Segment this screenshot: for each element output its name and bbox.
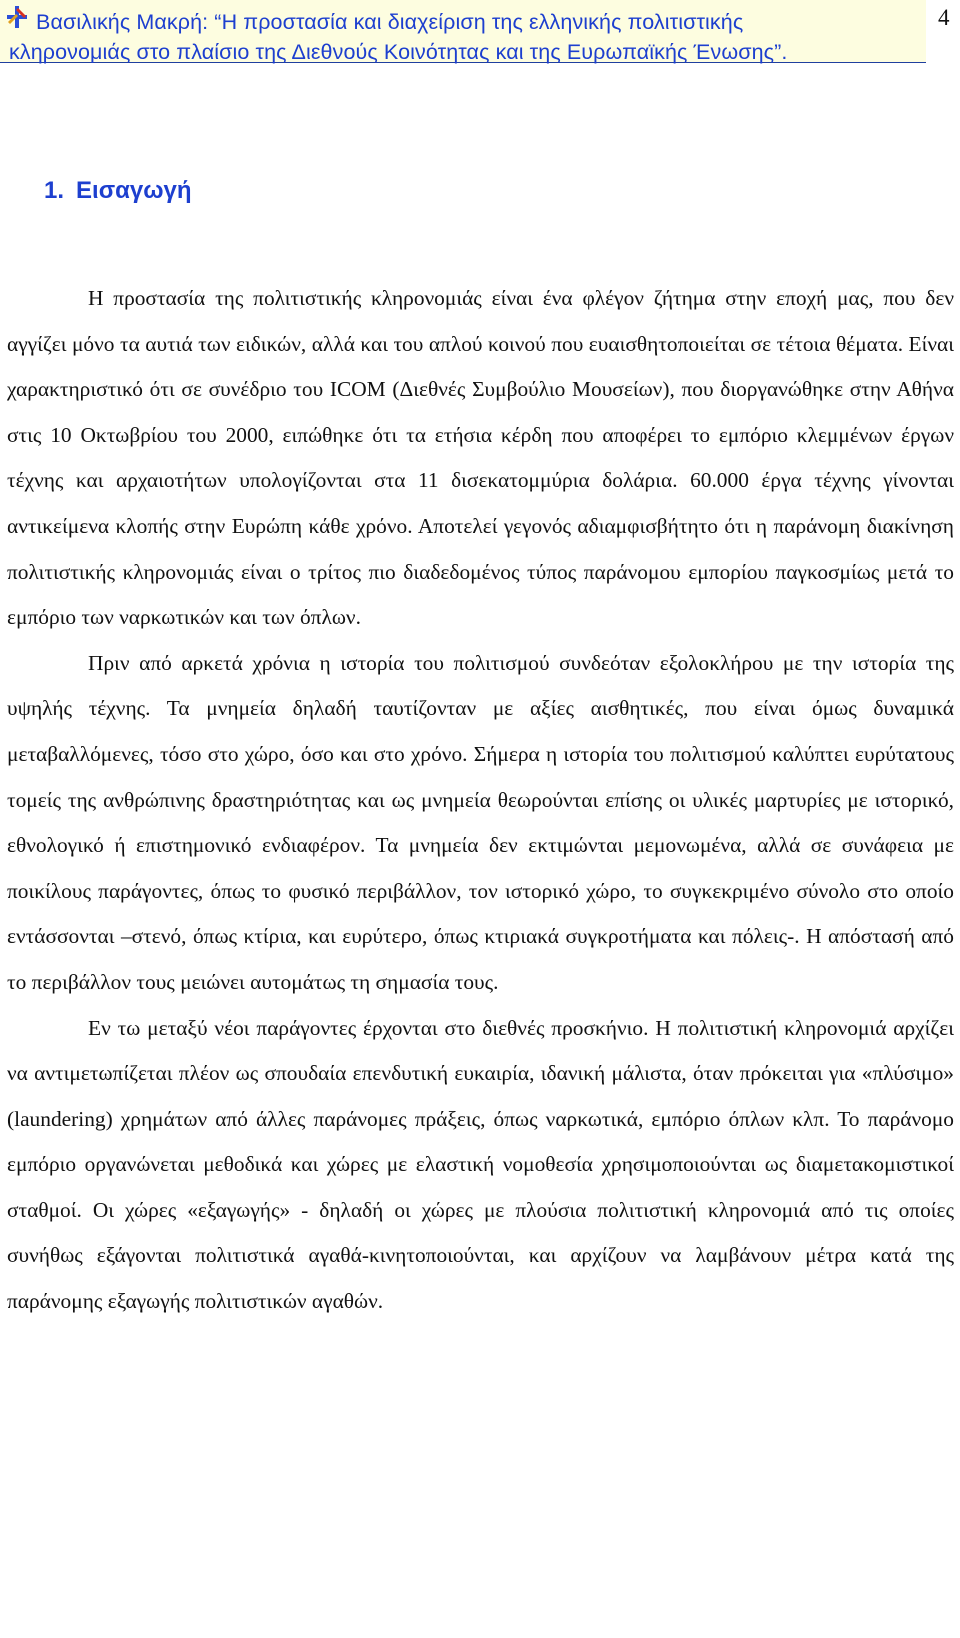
citation-line-2: κληρονομιάς στο πλαίσιο της Διεθνούς Κοινότητας και της Ευρωπαϊκής Ένωσης”.	[9, 40, 788, 64]
paragraph: Εν τω μεταξύ νέοι παράγοντες έρχονται στο διεθνές προσκήνιο. Η πολιτιστική κληρονομιά αρχίζει να αντιμετωπίζεται πλέον ως σπουδαία επενδυτική ευκαιρία, ιδανική μάλιστα, όταν πρόκειται για «πλύσιμο» (laundering) χρημάτων από άλλες παράνομες πράξεις, όπως ναρκωτικά, εμπόριο όπλων κλπ. Το παράνομο εμπόριο οργανώνεται μεθοδικά και χώρες με ελαστική νομοθεσία χρησιμοποιούνται ως διαμετακομιστικοί σταθμοί. Οι χώρες «εξαγωγής» - δηλαδή οι χώρες με πλούσια πολιτιστική κληρονομιά από τις οποίες συνήθως εξάγονται πολιτιστικά αγαθά-κινητοποιούνται, και αρχίζουν να λαμβάνουν μέτρα κατά της παράνομης εξαγωγής πολιτιστικών αγαθών.	[7, 1015, 954, 1314]
section-title	[44, 176, 192, 206]
section-number: 1.	[44, 177, 65, 204]
paragraph: Η προστασία της πολιτιστικής κληρονομιάς είναι ένα φλέγον ζήτημα στην εποχή μας, που δεν αγγίζει μόνο τα αυτιά των ειδικών, αλλά και του απλού κοινού που ευαισθητοποιείται σε τέτοια θέματα. Είναι χαρακτηριστικό ότι σε συνέδριο του ICOM (Διεθνές Συμβούλιο Μουσείων), που διοργανώθηκε στην Αθήνα στις 10 Οκτωβρίου του 2000, ειπώθηκε ότι τα ετήσια κέρδη που αποφέρει το εμπόριο κλεμμένων έργων τέχνης και αρχαιοτήτων υπολογίζονται στα 11 δισεκατομμύρια δολάρια. 60.000 έργα τέχνης γίνονται αντικείμενα κλοπής στην Ευρώπη κάθε χρόνο. Αποτελεί γεγονός αδιαμφισβήτητο ότι η παράνομη διακίνηση πολιτιστικής κληρονομιάς είναι ο τρίτος πιο διαδεδομένος τύπος παράνομου εμπορίου παγκοσμίως μετά το εμπόριο των ναρκωτικών και των όπλων.	[7, 286, 954, 630]
citation-line-1: Βασιλικής Μακρή: “Η προστασία και διαχείριση της ελληνικής πολιτιστικής	[36, 10, 744, 34]
document-citation	[9, 7, 869, 67]
running-header	[0, 0, 926, 63]
page-number: 4	[938, 5, 950, 30]
section-title-text: Εισαγωγή	[76, 177, 192, 204]
body-text	[7, 276, 954, 1325]
paragraph: Πριν από αρκετά χρόνια η ιστορία του πολιτισμού συνδεόταν εξολοκλήρου με την ιστορία της υψηλής τέχνης. Τα μνημεία δηλαδή ταυτίζονταν με αξίες αισθητικές, που είναι όμως δυναμικά μεταβαλλόμενες, τόσο στο χώρο, όσο και στο χρόνο. Σήμερα η ιστορία του πολιτισμού καλύπτει ευρύτατους τομείς της ανθρώπινης δραστηριότητας και ως μνημεία θεωρούνται επίσης οι υλικές μαρτυρίες με ιστορικό, εθνολογικό ή επιστημονικό ενδιαφέρον. Τα μνημεία δεν εκτιμώνται μεμονωμένα, αλλά σε συνάφεια με ποικίλους παράγοντες, όπως το φυσικό περιβάλλον, τον ιστορικό χώρο, το συγκεκριμένο σύνολο στο οποίο εντάσσονται –στενό, όπως κτίρια, και ευρύτερο, όπως κτιριακά συγκροτήματα και πόλεις-. Η απόστασή από το περιβάλλον τους μειώνει αυτομάτως τη σημασία τους.	[7, 650, 954, 994]
